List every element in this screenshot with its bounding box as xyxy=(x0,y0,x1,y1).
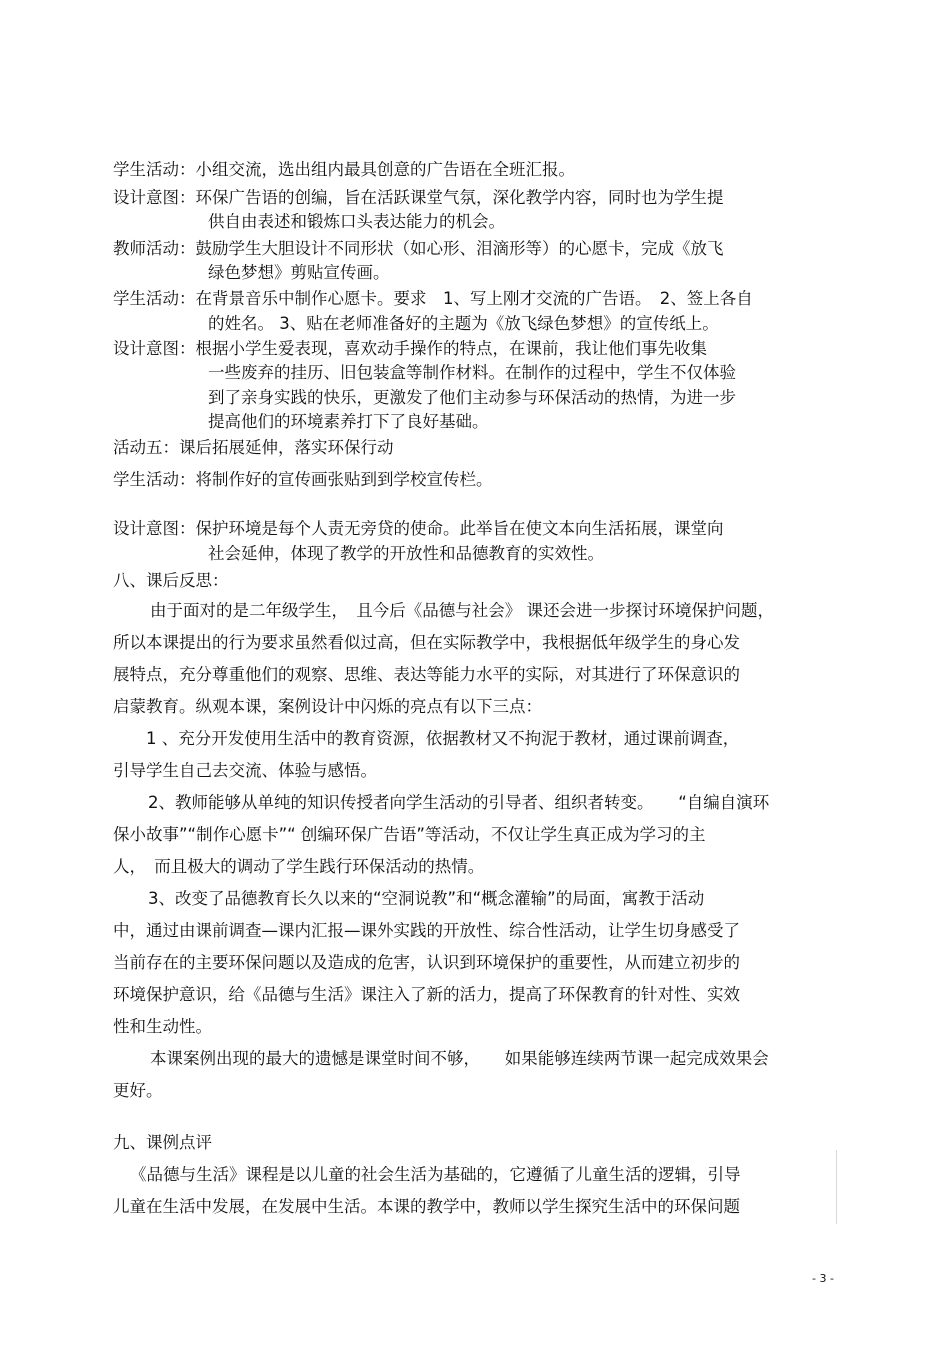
text-line: 引导学生自己去交流、体验与感悟。 xyxy=(113,761,377,780)
text-line: 供自由表述和锻炼口头表达能力的机会。 xyxy=(208,212,505,231)
text-line: 2、教师能够从单纯的知识传授者向学生活动的引导者、组织者转变。 “自编自演环 xyxy=(148,793,770,812)
text-line: 设计意图：环保广告语的创编，旨在活跃课堂气氛，深化教学内容，同时也为学生提 xyxy=(113,188,724,207)
text-line: 到了亲身实践的快乐，更激发了他们主动参与环保活动的热情，为进一步 xyxy=(208,388,736,407)
text-line: 中，通过由课前调查—课内汇报—课外实践的开放性、综合性活动，让学生切身感受了 xyxy=(113,921,740,940)
margin-rule xyxy=(836,1150,837,1224)
section-heading: 活动五：课后拓展延伸，落实环保行动 xyxy=(113,438,394,457)
text-line: 所以本课提出的行为要求虽然看似过高，但在实际教学中，我根据低年级学生的身心发 xyxy=(113,633,740,652)
text-line: 人， 而且极大的调动了学生践行环保活动的热情。 xyxy=(113,857,485,876)
section-heading: 八、课后反思： xyxy=(113,571,229,590)
text-line: 展特点，充分尊重他们的观察、思维、表达等能力水平的实际，对其进行了环保意识的 xyxy=(113,665,740,684)
text-line: 学生活动：小组交流，选出组内最具创意的广告语在全班汇报。 xyxy=(113,160,575,179)
text-line: 绿色梦想》剪贴宣传画。 xyxy=(208,263,390,282)
text-line: 学生活动：将制作好的宣传画张贴到到学校宣传栏。 xyxy=(113,470,493,489)
text-line: 环境保护意识，给《品德与生活》课注入了新的活力，提高了环保教育的针对性、实效 xyxy=(113,985,740,1004)
text-line: 性和生动性。 xyxy=(113,1017,212,1036)
page-number: - 3 - xyxy=(812,1272,834,1285)
section-heading: 九、课例点评 xyxy=(113,1133,212,1152)
text-line: 设计意图：根据小学生爱表现，喜欢动手操作的特点，在课前，我让他们事先收集 xyxy=(113,339,707,358)
text-line: 《品德与生活》课程是以儿童的社会生活为基础的，它遵循了儿童生活的逻辑，引导 xyxy=(130,1165,741,1184)
text-line: 启蒙教育。纵观本课，案例设计中闪烁的亮点有以下三点： xyxy=(113,697,542,716)
text-line: 本课案例出现的最大的遗憾是课堂时间不够， 如果能够连续两节课一起完成效果会 xyxy=(150,1049,769,1068)
text-line: 教师活动：鼓励学生大胆设计不同形状（如心形、泪滴形等）的心愿卡，完成《放飞 xyxy=(113,239,724,258)
text-line: 学生活动：在背景音乐中制作心愿卡。要求 1、写上刚才交流的广告语。 2、签上各自 xyxy=(113,289,753,308)
text-line: 更好。 xyxy=(113,1081,163,1100)
text-line: 的姓名。 3、贴在老师准备好的主题为《放飞绿色梦想》的宣传纸上。 xyxy=(208,314,719,333)
text-line: 儿童在生活中发展，在发展中生活。本课的教学中，教师以学生探究生活中的环保问题 xyxy=(113,1197,740,1216)
text-line: 设计意图：保护环境是每个人责无旁贷的使命。此举旨在使文本向生活拓展，课堂向 xyxy=(113,519,724,538)
text-line: 保小故事”“制作心愿卡”“ 创编环保广告语”等活动，不仅让学生真正成为学习的主 xyxy=(113,825,706,844)
text-line: 3、改变了品德教育长久以来的“空洞说教”和“概念灌输”的局面，寓教于活动 xyxy=(148,889,705,908)
text-line: 一些废弃的挂历、旧包装盒等制作材料。在制作的过程中，学生不仅体验 xyxy=(208,363,736,382)
text-line: 提高他们的环境素养打下了良好基础。 xyxy=(208,412,489,431)
text-line: 社会延伸，体现了教学的开放性和品德教育的实效性。 xyxy=(208,544,604,563)
text-line: 当前存在的主要环保问题以及造成的危害，认识到环境保护的重要性，从而建立初步的 xyxy=(113,953,740,972)
text-line: 由于面对的是二年级学生， 且今后《品德与社会》 课还会进一步探讨环境保护问题， xyxy=(150,601,774,620)
text-line: 1 、充分开发使用生活中的教育资源，依据教材又不拘泥于教材，通过课前调查， xyxy=(146,729,740,748)
